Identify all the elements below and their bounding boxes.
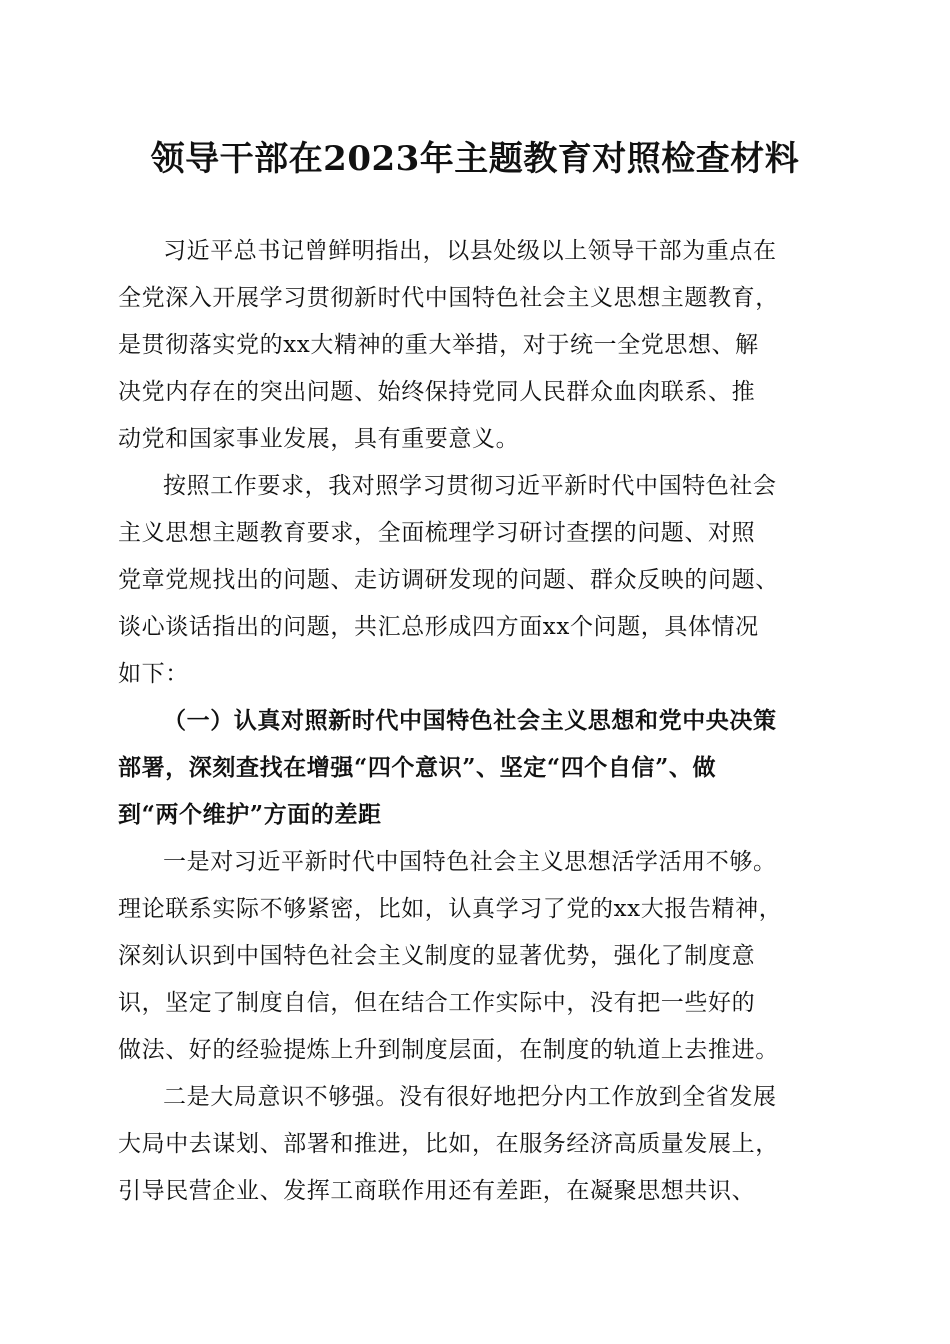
paragraph-line: 习近平总书记曾鲜明指出，以县处级以上领导干部为重点在	[163, 238, 777, 264]
paragraph-line: 决党内存在的突出问题、始终保持党同人民群众血肉联系、推	[118, 379, 756, 405]
paragraph-line: 理论联系实际不够紧密，比如，认真学习了党的xx大报告精神，	[118, 896, 783, 922]
paragraph-line: 一是对习近平新时代中国特色社会主义思想活学活用不够。	[163, 849, 777, 875]
section-heading-line: 到“两个维护”方面的差距	[118, 801, 382, 828]
paragraph-line: 是贯彻落实党的xx大精神的重大举措，对于统一全党思想、解	[118, 332, 759, 358]
paragraph-line: 做法、好的经验提炼上升到制度层面，在制度的轨道上去推进。	[118, 1037, 779, 1063]
paragraph-line: 如下：	[118, 661, 189, 687]
document-title: 领导干部在2023年主题教育对照检查材料	[150, 139, 800, 179]
paragraph-line: 识，坚定了制度自信，但在结合工作实际中，没有把一些好的	[118, 990, 756, 1016]
paragraph-line: 动党和国家事业发展，具有重要意义。	[118, 426, 520, 452]
paragraph-line: 深刻认识到中国特色社会主义制度的显著优势，强化了制度意	[118, 943, 756, 969]
paragraph-line: 二是大局意识不够强。没有很好地把分内工作放到全省发展	[163, 1084, 777, 1110]
paragraph-line: 党章党规找出的问题、走访调研发现的问题、群众反映的问题、	[118, 567, 779, 593]
paragraph-line: 大局中去谋划、部署和推进，比如，在服务经济高质量发展上，	[118, 1131, 779, 1157]
section-heading-line: （一）认真对照新时代中国特色社会主义思想和党中央决策	[163, 707, 777, 734]
paragraph-line: 按照工作要求，我对照学习贯彻习近平新时代中国特色社会	[163, 473, 777, 499]
paragraph-line: 谈心谈话指出的问题，共汇总形成四方面xx个问题，具体情况	[118, 614, 759, 640]
paragraph-line: 全党深入开展学习贯彻新时代中国特色社会主义思想主题教育，	[118, 285, 779, 311]
section-heading-line: 部署，深刻查找在增强“四个意识”、坚定“四个自信”、做	[118, 754, 717, 781]
paragraph-line: 主义思想主题教育要求，全面梳理学习研讨查摆的问题、对照	[118, 520, 756, 546]
paragraph-line: 引导民营企业、发挥工商联作用还有差距，在凝聚思想共识、	[118, 1178, 756, 1204]
